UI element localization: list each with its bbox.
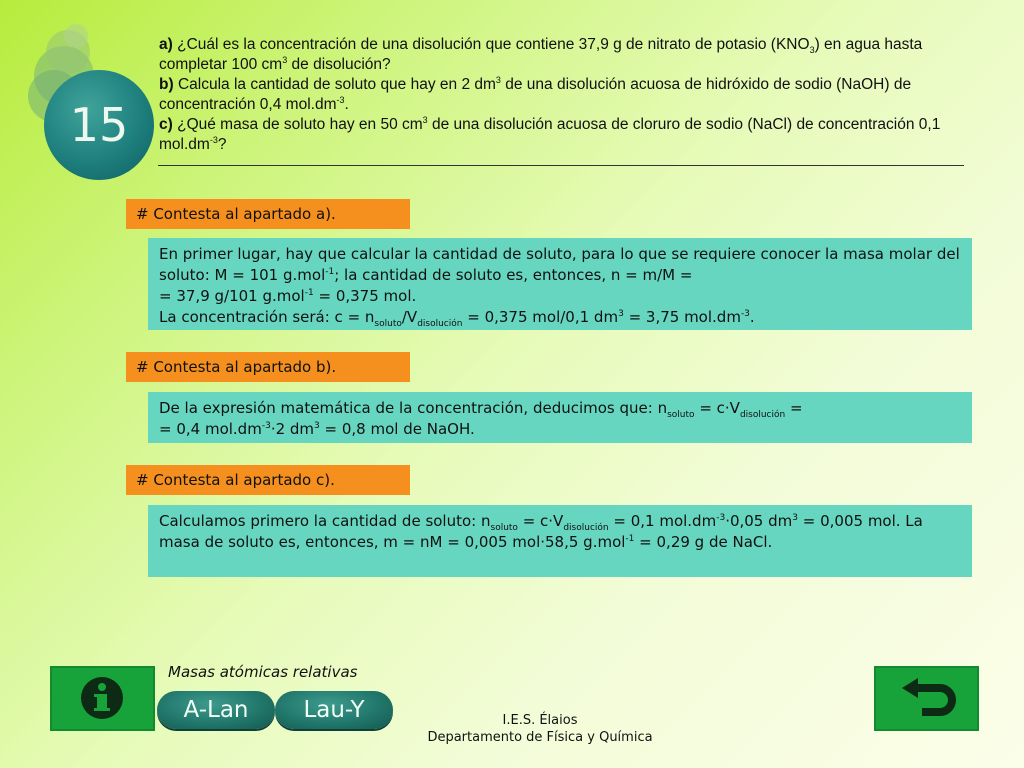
- masas-atomicas-label: Masas atómicas relativas: [168, 663, 358, 681]
- section-a-header: # Contesta al apartado a).: [126, 199, 410, 229]
- divider-line: [158, 165, 964, 166]
- a-lan-button[interactable]: A-Lan: [157, 691, 275, 729]
- info-button[interactable]: [50, 666, 155, 731]
- section-c-header: # Contesta al apartado c).: [126, 465, 410, 495]
- question-a: a) ¿Cuál es la concentración de una disolución que contiene 37,9 g de nitrato de potasio $(KNO_3)$ en agua hasta completar 100 $cm^3$ de disolución?: [159, 36, 923, 73]
- section-b-answer: De la expresión matemática de la concentración, deducimos que: $n_{soluto} = c\cdot V_{disolución}$ = = 0,4 $mol.dm^{-3}\cdot 2$ $dm^3 = 0,8$ mol de NaOH.: [148, 392, 972, 443]
- decorative-bubble: [64, 24, 88, 48]
- question-b-label: b): [159, 76, 174, 93]
- section-a-answer: En primer lugar, hay que calcular la cantidad de soluto, para lo que se requiere conocer la masa molar del soluto: M = 101 g.mol$^{-1}$; la cantidad de soluto es, entonces, n = m/M = = 37,9 g/101 g.mol$^{-1}$ = 0,375 mol. La concentración será: $c = n_{soluto}/V_{disolución} = 0,375$ mol/0,1 $dm^3 = 3,75$ $mol.dm^{-3}$.: [148, 238, 972, 330]
- footer-department: Departamento de Física y Química: [427, 730, 653, 745]
- question-c-label: c): [159, 116, 173, 133]
- question-c: c) ¿Qué masa de soluto hay en 50 $cm^3$ de una disolución acuosa de cloruro de sodio (NaCl) de concentración 0,1 $mol.dm^{-3}$?: [159, 114, 941, 153]
- slide-number: 15: [69, 98, 129, 152]
- info-icon: [50, 666, 155, 731]
- lau-y-button[interactable]: Lau-Y: [275, 691, 393, 729]
- section-c-answer: Calculamos primero la cantidad de soluto: $n_{soluto} = c\cdot V_{disolución} = 0,1$ $mol.dm^{-3}\cdot 0,05$ $dm^3 = 0,005$ mol. La masa de soluto es, entonces, m = nM = 0,005 mol·58,5 g.mol$^{-1}$ = 0,29 g de NaCl.: [148, 505, 972, 577]
- question-text: [159, 35, 969, 155]
- slide-number-badge: [44, 70, 154, 180]
- section-b-header: # Contesta al apartado b).: [126, 352, 410, 382]
- return-arrow-icon: [874, 666, 979, 731]
- return-button[interactable]: [874, 666, 979, 731]
- question-b: b) Calcula la cantidad de soluto que hay en 2 $dm^3$ de una disolución acuosa de hidróxido de sodio (NaOH) de concentración 0,4 $mol.dm^{-3}$.: [159, 74, 912, 113]
- question-a-label: a): [159, 36, 173, 53]
- footer-school: I.E.S. Élaios: [502, 713, 578, 728]
- footer: [360, 712, 720, 746]
